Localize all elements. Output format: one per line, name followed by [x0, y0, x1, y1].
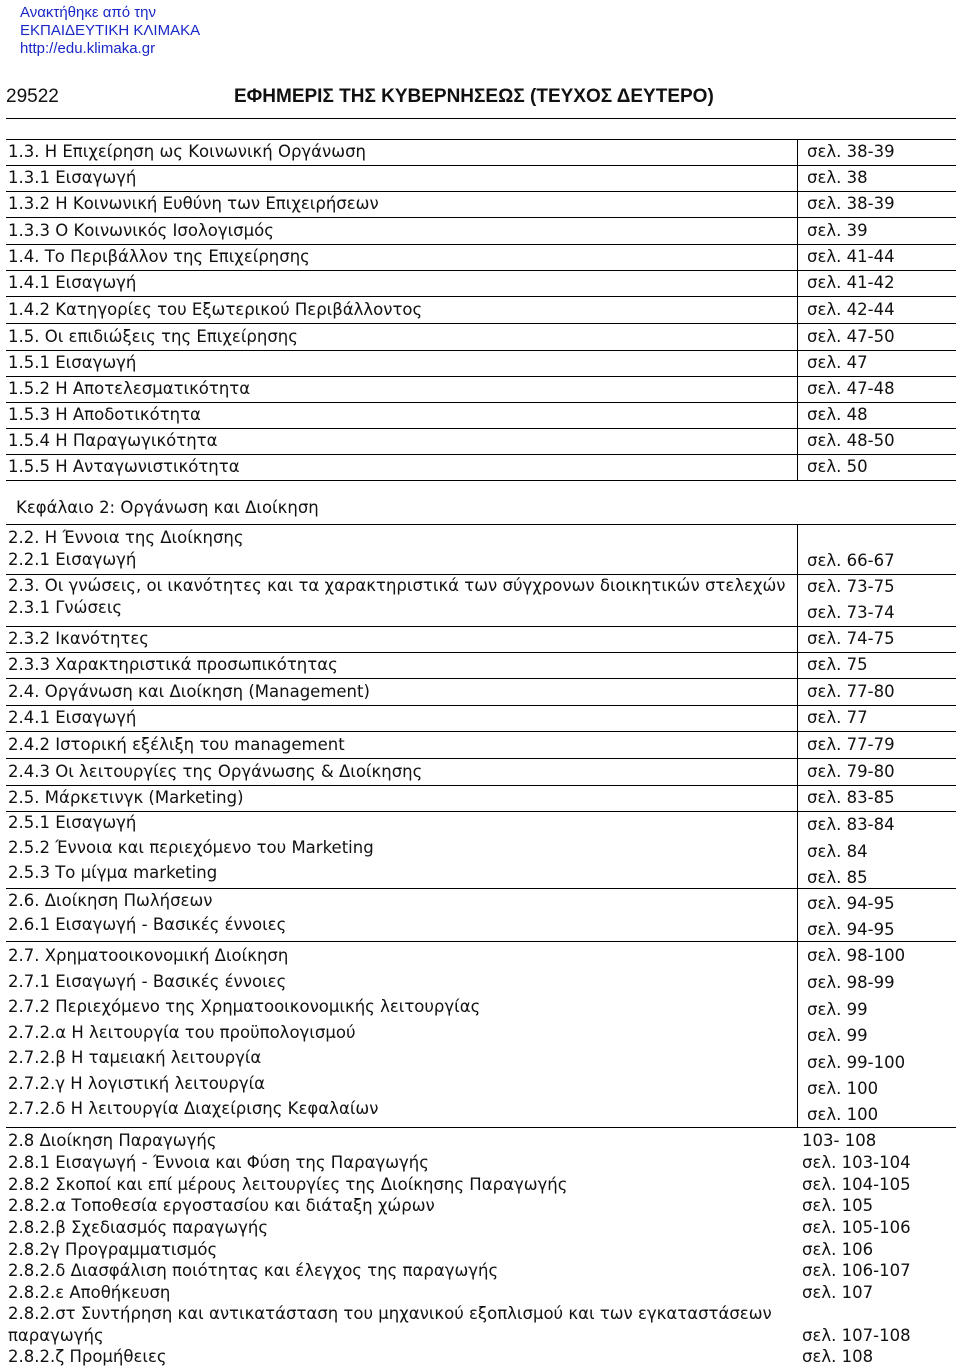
toc-entry-title: 2.7.2.β Η ταμειακή λειτουργία [8, 1048, 262, 1067]
toc-entry-title: 1.5.3 Η Αποδοτικότητα [8, 405, 201, 424]
toc-entry-title: 1.5.1 Εισαγωγή [8, 353, 137, 372]
toc-entry-pages: σελ. 77-80 [807, 682, 895, 701]
toc-entry-pages: σελ. 85 [807, 868, 868, 887]
row-divider [6, 731, 956, 732]
toc-entry-pages: σελ. 38 [807, 168, 868, 187]
toc-entry-title: 2.5.2 Έννοια και περιεχόμενο του Marketing [8, 838, 374, 857]
toc-entry-title: 2.7.2.α Η λειτουργία του προϋπολογισμού [8, 1023, 356, 1042]
toc-entry-pages: 103- 108 [802, 1131, 877, 1150]
toc-entry-pages: σελ. 74-75 [807, 629, 895, 648]
toc-entry-pages: σελ. 83-84 [807, 815, 895, 834]
toc-entry-title: 1.4.1 Εισαγωγή [8, 273, 137, 292]
watermark [20, 4, 200, 58]
toc-entry-pages: σελ. 94-95 [807, 920, 895, 939]
row-divider [6, 428, 956, 429]
toc-entry-pages: σελ. 103-104 [802, 1153, 911, 1172]
toc-entry-pages: σελ. 98-100 [807, 946, 906, 965]
watermark-line-1: Ανακτήθηκε από την [20, 4, 157, 21]
row-divider [6, 678, 956, 679]
toc-entry-title: 2.3.1 Γνώσεις [8, 598, 123, 617]
page-number: 29522 [6, 86, 59, 107]
toc-entry-title: 1.5.5 Η Ανταγωνιστικότητα [8, 457, 240, 476]
row-divider [6, 626, 956, 627]
toc-entry-pages: σελ. 38-39 [807, 194, 895, 213]
toc-entry-title: 2.8.2.α Τοποθεσία εργοστασίου και διάταξη χώρων [8, 1196, 435, 1215]
toc-entry-title: 2.8.2.στ Συντήρηση και αντικατάσταση του μηχανικού εξοπλισμού και των εγκαταστάσεων [8, 1304, 772, 1323]
toc-entry-pages: σελ. 107 [802, 1283, 874, 1302]
toc-entry-pages: σελ. 99 [807, 1026, 868, 1045]
row-divider [6, 758, 956, 759]
row-divider [6, 323, 956, 324]
toc-entry-pages: σελ. 99 [807, 1000, 868, 1019]
toc-entry-pages: σελ. 108 [802, 1347, 874, 1366]
row-divider [6, 296, 956, 297]
row-divider [6, 480, 956, 481]
row-divider [6, 705, 956, 706]
watermark-url[interactable]: http://edu.klimaka.gr [20, 40, 156, 57]
toc-entry-title: 2.8.2.β Σχεδιασμός παραγωγής [8, 1218, 269, 1237]
toc-entry-pages: σελ. 79-80 [807, 762, 895, 781]
row-divider [6, 941, 956, 942]
toc-entry-pages: σελ. 48 [807, 405, 868, 424]
chapter-heading: Κεφάλαιο 2: Οργάνωση και Διοίκηση [16, 498, 319, 517]
toc-entry-title: 2.8 Διοίκηση Παραγωγής [8, 1131, 217, 1150]
row-divider [6, 350, 956, 351]
toc-entry-pages: σελ. 73-75 [807, 577, 895, 596]
row-divider [6, 454, 956, 455]
toc-entry-title: 2.8.2.δ Διασφάλιση ποιότητας και έλεγχος της παραγωγής [8, 1261, 499, 1280]
toc-entry-title: 2.2.1 Εισαγωγή [8, 550, 137, 569]
toc-entry-title: 1.3.2 Η Κοινωνική Ευθύνη των Επιχειρήσεων [8, 194, 379, 213]
toc-entry-title: 2.8.2.ζ Προμήθειες [8, 1347, 167, 1366]
toc-entry-pages: σελ. 47 [807, 353, 868, 372]
toc-entry-title: 2.6.1 Εισαγωγή - Βασικές έννοιες [8, 915, 287, 934]
toc-entry-pages: σελ. 39 [807, 221, 868, 240]
toc-entry-pages: σελ. 104-105 [802, 1175, 911, 1194]
toc-entry-pages: σελ. 42-44 [807, 300, 895, 319]
toc-entry-pages: σελ. 75 [807, 655, 868, 674]
toc-entry-pages: σελ. 47-48 [807, 379, 895, 398]
toc-entry-pages: σελ. 73-74 [807, 603, 895, 622]
row-divider [6, 376, 956, 377]
toc-entry-title: 2.5. Μάρκετινγκ (Marketing) [8, 788, 244, 807]
toc-entry-title: 2.7.2.δ Η λειτουργία Διαχείρισης Κεφαλαίων [8, 1099, 379, 1118]
toc-entry-title: 2.8.2 Σκοποί και επί μέρους λειτουργίες της Διοίκησης Παραγωγής [8, 1175, 568, 1194]
toc-entry-title: 2.3.3 Χαρακτηριστικά προσωπικότητας [8, 655, 338, 674]
toc-entry-pages: σελ. 41-42 [807, 273, 895, 292]
toc-entry-pages: σελ. 48-50 [807, 431, 895, 450]
toc-entry-pages: σελ. 98-99 [807, 973, 895, 992]
toc-entry-title: 2.5.3 Το μίγμα marketing [8, 863, 218, 882]
gazette-title: ΕΦΗΜΕΡΙΣ ΤΗΣ ΚΥΒΕΡΝΗΣΕΩΣ (ΤΕΥΧΟΣ ΔΕΥΤΕΡΟ) [234, 86, 714, 107]
row-divider [6, 139, 956, 140]
toc-entry-pages: σελ. 107-108 [802, 1326, 911, 1345]
toc-entry-title: 2.8.2γ Προγραμματισμός [8, 1240, 218, 1259]
row-divider [6, 811, 956, 812]
row-divider [6, 524, 956, 525]
toc-entry-title: 2.7.2 Περιεχόμενο της Χρηματοοικονομικής λειτουργίας [8, 997, 481, 1016]
toc-entry-pages: σελ. 106-107 [802, 1261, 911, 1280]
toc-entry-pages: σελ. 105-106 [802, 1218, 911, 1237]
toc-entry-title: 2.7. Χρηματοοικονομική Διοίκηση [8, 946, 289, 965]
toc-entry-title: 1.4. Το Περιβάλλον της Επιχείρησης [8, 247, 310, 266]
toc-entry-title: 1.3.3 Ο Κοινωνικός Ισολογισμός [8, 221, 274, 240]
row-divider [6, 165, 956, 166]
toc-entry-title: 2.2. Η Έννοια της Διοίκησης [8, 528, 244, 547]
column-divider [797, 139, 798, 480]
row-divider [6, 191, 956, 192]
toc-entry-pages: σελ. 50 [807, 457, 868, 476]
header-rule [6, 118, 956, 119]
toc-entry-title: 2.7.2.γ Η λογιστική λειτουργία [8, 1074, 266, 1093]
toc-entry-pages: σελ. 100 [807, 1105, 879, 1124]
row-divider [6, 244, 956, 245]
toc-entry-title: 2.4. Οργάνωση και Διοίκηση (Management) [8, 682, 370, 701]
row-divider [6, 652, 956, 653]
toc-entry-pages: σελ. 77 [807, 708, 868, 727]
toc-entry-pages: σελ. 94-95 [807, 894, 895, 913]
toc-entry-title: 2.4.3 Οι λειτουργίες της Οργάνωσης & Διοίκησης [8, 762, 423, 781]
row-divider [6, 270, 956, 271]
toc-entry-pages: σελ. 77-79 [807, 735, 895, 754]
toc-entry-title: 2.7.1 Εισαγωγή - Βασικές έννοιες [8, 972, 287, 991]
row-divider [6, 402, 956, 403]
toc-entry-pages: σελ. 100 [807, 1079, 879, 1098]
toc-entry-pages: σελ. 41-44 [807, 247, 895, 266]
toc-entry-pages: σελ. 99-100 [807, 1053, 906, 1072]
column-divider [797, 524, 798, 1127]
toc-entry-pages: σελ. 66-67 [807, 551, 895, 570]
toc-entry-title: 1.5.2 Η Αποτελεσματικότητα [8, 379, 251, 398]
toc-entry-title: 2.4.1 Εισαγωγή [8, 708, 137, 727]
page-header [6, 86, 956, 110]
toc-entry-title: 2.4.2 Ιστορική εξέλιξη του management [8, 735, 345, 754]
toc-entry-title: 2.6. Διοίκηση Πωλήσεων [8, 891, 213, 910]
toc-entry-pages: σελ. 38-39 [807, 142, 895, 161]
watermark-line-2: ΕΚΠΑΙΔΕΥΤΙΚΗ ΚΛΙΜΑΚΑ [20, 22, 201, 39]
toc-entry-title: 1.5.4 Η Παραγωγικότητα [8, 431, 218, 450]
toc-entry-title: 2.8.1 Εισαγωγή - Έννοια και Φύση της Παραγωγής [8, 1153, 429, 1172]
toc-entry-title: 2.3. Οι γνώσεις, οι ικανότητες και τα χαρακτηριστικά των σύγχρονων διοικητικών στελεχών [8, 576, 786, 595]
toc-entry-pages: σελ. 47-50 [807, 327, 895, 346]
row-divider [6, 888, 956, 889]
row-divider [6, 217, 956, 218]
toc-entry-title: 2.5.1 Εισαγωγή [8, 813, 137, 832]
toc-entry-pages: σελ. 83-85 [807, 788, 895, 807]
toc-entry-title: 1.4.2 Κατηγορίες του Εξωτερικού Περιβάλλοντος [8, 300, 423, 319]
row-divider [6, 785, 956, 786]
row-divider [6, 574, 956, 575]
toc-entry-title: 1.5. Οι επιδιώξεις της Επιχείρησης [8, 327, 298, 346]
toc-entry-title: 2.8.2.ε Αποθήκευση [8, 1283, 171, 1302]
toc-entry-title: 1.3. Η Επιχείρηση ως Κοινωνική Οργάνωση [8, 142, 367, 161]
toc-entry-title: παραγωγής [8, 1326, 104, 1345]
toc-entry-title: 2.3.2 Ικανότητες [8, 629, 149, 648]
row-divider [6, 1127, 956, 1128]
toc-entry-pages: σελ. 106 [802, 1240, 874, 1259]
toc-entry-title: 1.3.1 Εισαγωγή [8, 168, 137, 187]
toc-entry-pages: σελ. 105 [802, 1196, 874, 1215]
toc-entry-pages: σελ. 84 [807, 842, 868, 861]
